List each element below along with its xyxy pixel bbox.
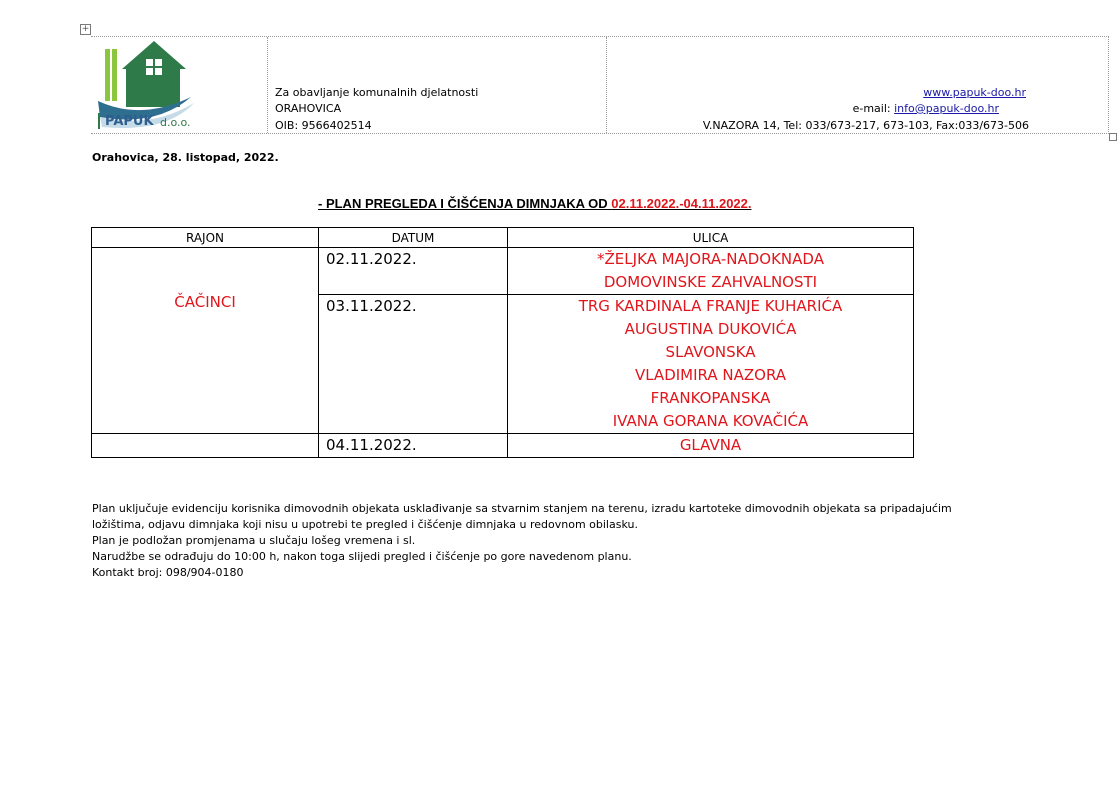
letterhead-divider [267,37,268,133]
table-header-row [92,228,914,248]
letterhead-divider [606,37,607,133]
street-item: VLADIMIRA NAZORA [634,366,787,384]
rajon-cell [92,248,319,434]
date-cell: 03.11.2022. [319,295,508,434]
street-item: SLAVONSKA [665,343,756,361]
title-prefix: - PLAN PREGLEDA I ČIŠĆENJA DIMNJAKA OD [318,196,612,211]
logo-company-name: PAPUK [105,114,154,129]
street-item: TRG KARDINALA FRANJE KUHARIĆA [578,297,843,315]
street-item: FRANKOPANSKA [650,389,771,407]
table-resize-handle-icon[interactable] [1109,133,1117,141]
company-address: V.NAZORA 14, Tel: 033/673-217, 673-103, Fax:033/673-506 [702,119,1029,132]
company-oib: OIB: 9566402514 [275,119,372,132]
table-row [92,434,914,458]
logo-bar [98,113,100,129]
streets-cell [508,248,914,295]
website-link[interactable]: www.papuk-doo.hr [923,86,1026,99]
street-item: *ŽELJKA MAJORA-NADOKNADA [597,250,824,268]
footer-line: Plan je podložan promjenama u slučaju lošeg vremena i sl. [92,534,416,547]
footer-line: ložištima, odjavu dimnjaka koji nisu u upotrebi te pregled i čišćenje dimnjaka u redovnom obilasku. [92,518,638,531]
header-ulica: ULICA [508,228,914,248]
email-line [853,101,999,117]
email-link[interactable]: info@papuk-doo.hr [894,102,999,115]
streets-cell [508,434,914,458]
street-item: AUGUSTINA DUKOVIĆA [624,320,797,338]
company-logo [96,37,256,133]
header-datum: DATUM [319,228,508,248]
street-item: DOMOVINSKE ZAHVALNOSTI [603,273,818,291]
footer-line: Narudžbe se odrađuju do 10:00 h, nakon toga slijedi pregled i čišćenje po gore navedenom planu. [92,550,632,563]
document-title [318,196,752,211]
email-label: e-mail: [852,102,895,115]
header-rajon: RAJON [92,228,319,248]
title-period: 02.11.2022.-04.11.2022. [611,196,752,211]
table-row [92,248,914,295]
footer-notes [92,501,952,581]
company-activity: Za obavljanje komunalnih djelatnosti [275,86,479,99]
rajon-name: ČAČINCI [174,292,236,311]
date-cell: 02.11.2022. [319,248,508,295]
footer-line: Kontakt broj: 098/904-0180 [92,566,244,579]
letterhead-table [91,36,1109,134]
streets-cell [508,295,914,434]
schedule-table [91,227,914,458]
company-city: ORAHOVICA [275,102,342,115]
footer-line: Plan uključuje evidenciju korisnika dimovodnih objekata usklađivanje sa stvarnim stanjem na terenu, izradu kartoteke dimovodnih objekata sa pripadajućim [92,502,952,515]
street-item: GLAVNA [679,436,742,454]
table-move-handle-icon[interactable]: + [81,24,90,34]
logo-company-suffix: d.o.o. [160,116,191,129]
website-line [923,85,1026,101]
rajon-cell-empty [92,434,319,458]
date-cell: 04.11.2022. [319,434,508,458]
street-item: IVANA GORANA KOVAČIĆA [612,412,809,430]
document-date: Orahovica, 28. listopad, 2022. [92,151,279,164]
